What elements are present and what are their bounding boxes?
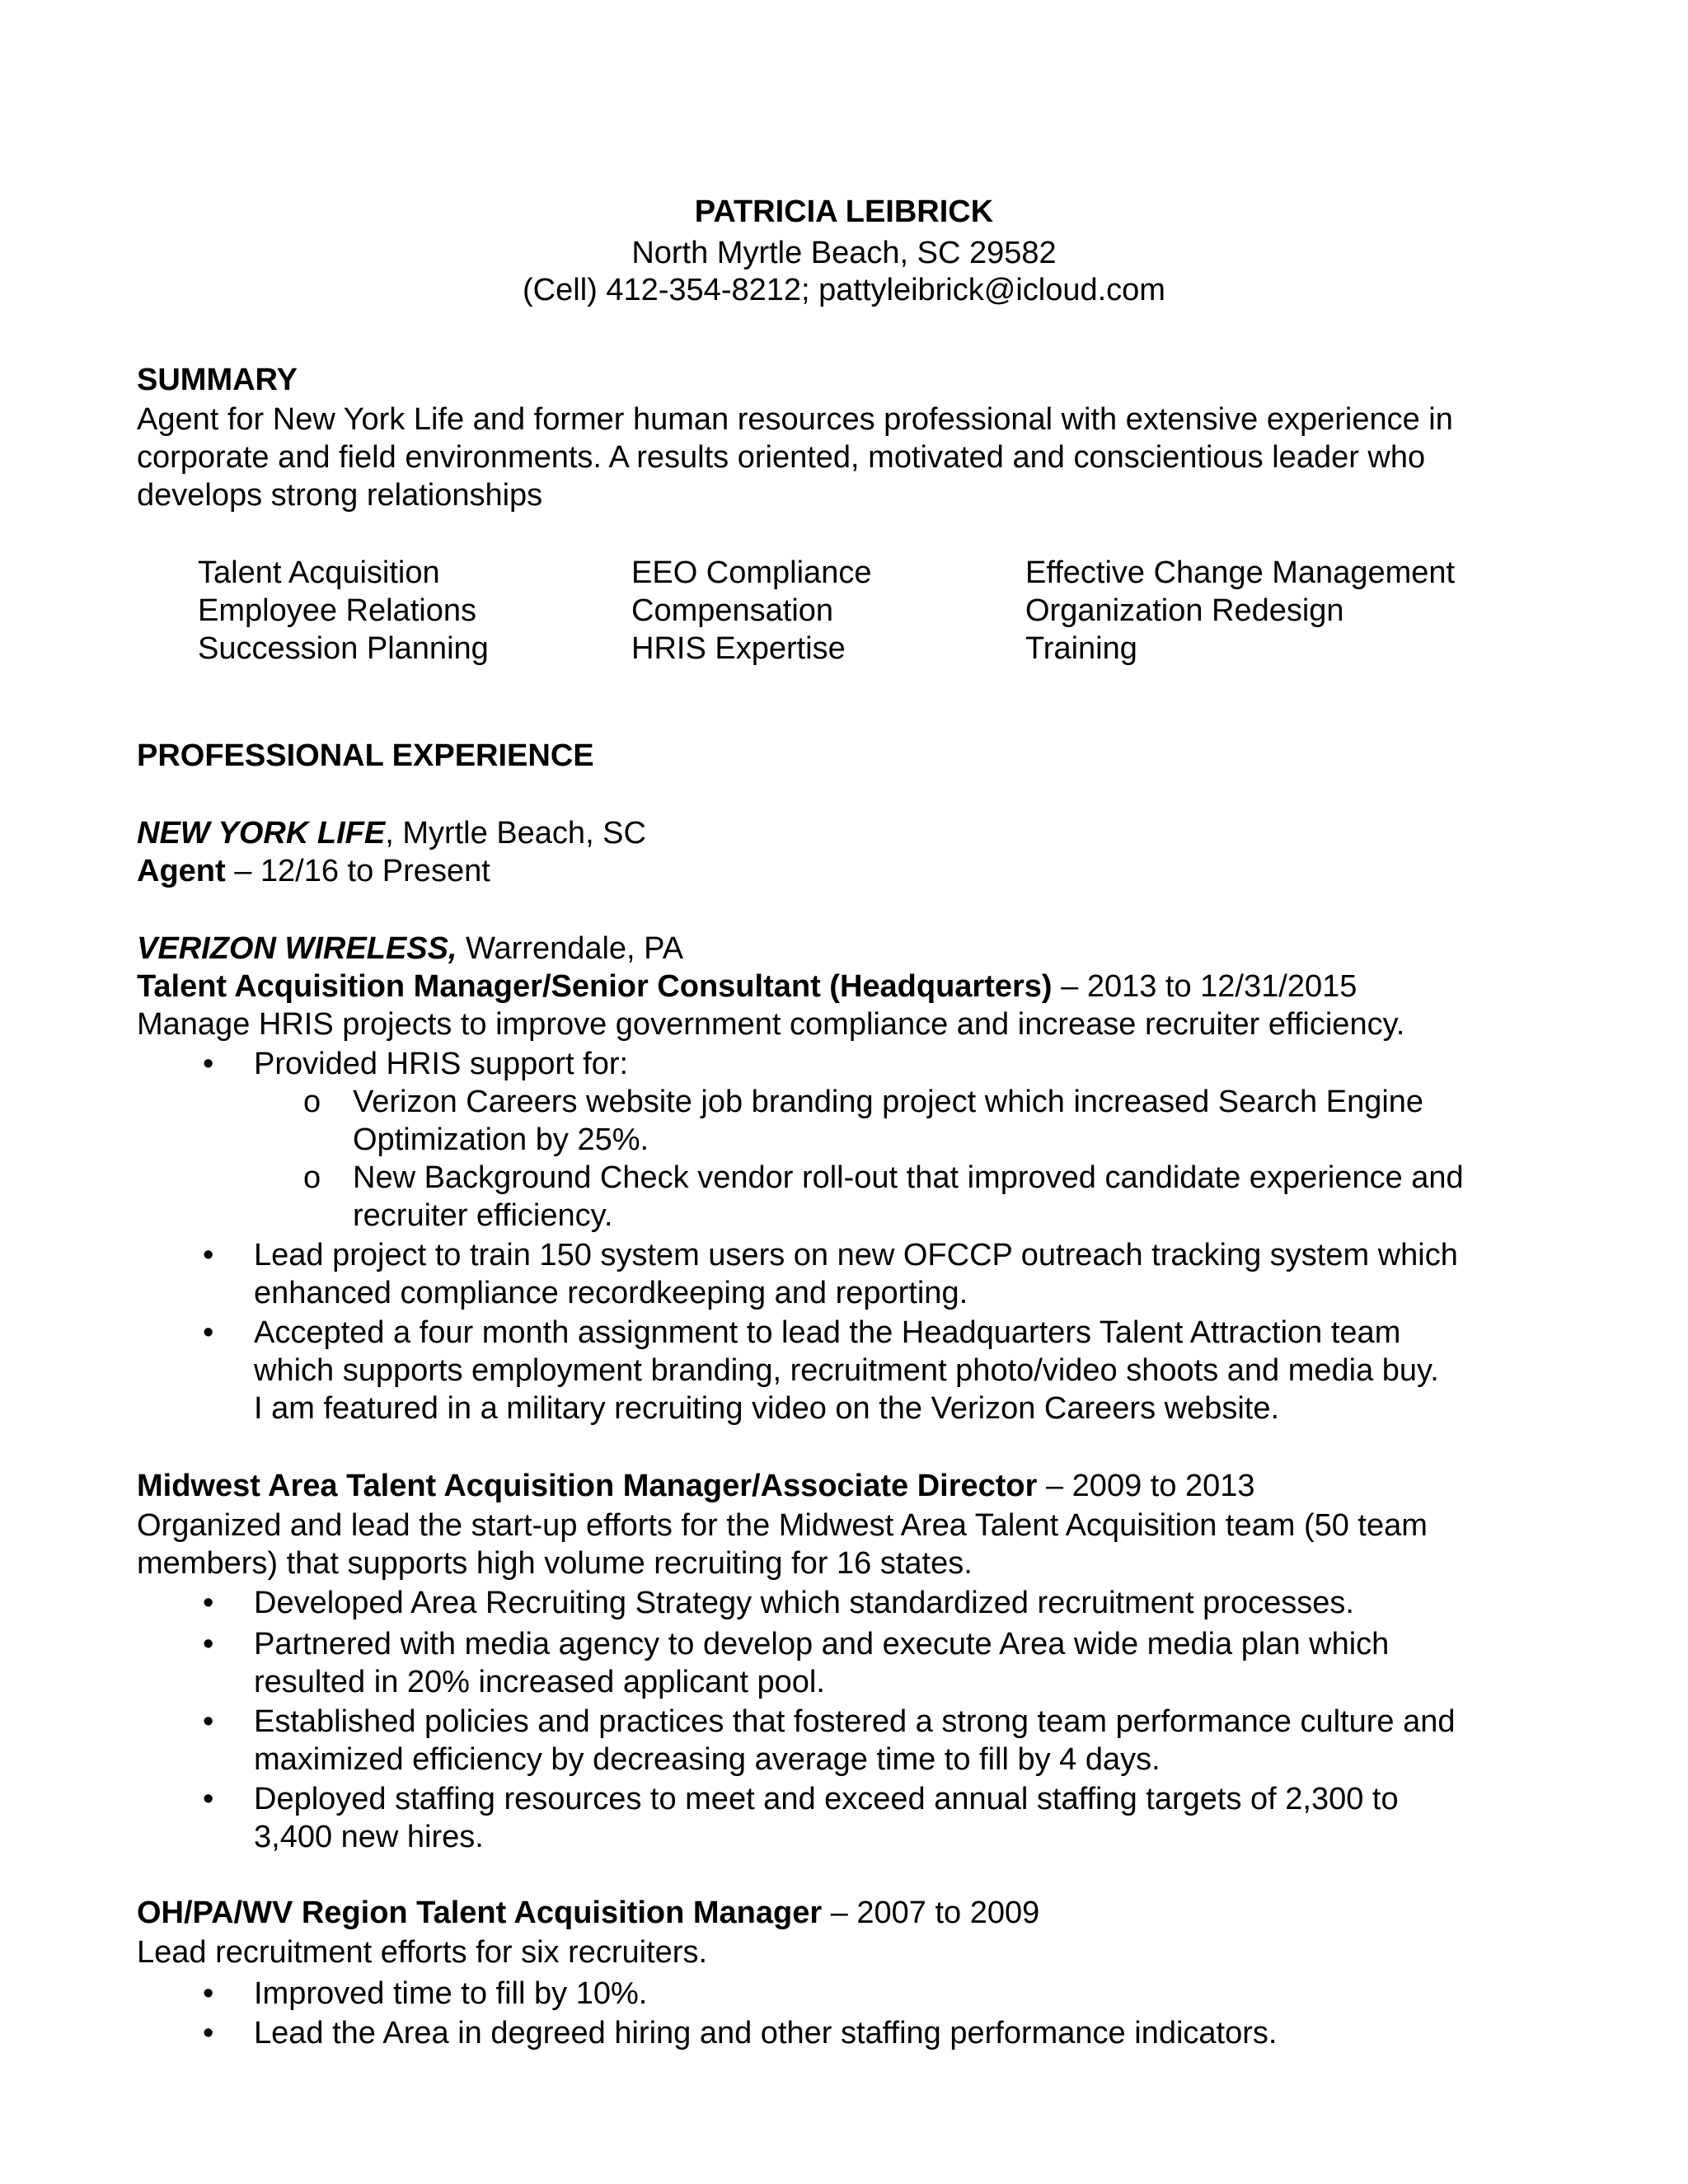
sub-bullet-text: recruiter efficiency.	[353, 1198, 613, 1233]
bullet-text: Lead project to train 150 system users on new OFCCP outreach tracking system which	[254, 1238, 1458, 1272]
bullet-glyph: •	[203, 1315, 214, 1350]
role-dates: – 2007 to 2009	[822, 1896, 1040, 1930]
bullet-text: Developed Area Recruiting Strategy which standardized recruitment processes.	[254, 1586, 1354, 1620]
skill-item: Training	[1025, 631, 1137, 666]
candidate-name: PATRICIA LEIBRICK	[694, 194, 994, 229]
contact-info: (Cell) 412-354-8212; pattyleibrick@icloud.com	[523, 273, 1165, 307]
role-dates: – 2013 to 12/31/2015	[1052, 969, 1357, 1004]
employer-location: Warrendale, PA	[457, 931, 684, 966]
bullet-glyph: •	[203, 1976, 214, 2011]
address: North Myrtle Beach, SC 29582	[631, 236, 1057, 270]
bullet-glyph: •	[203, 1782, 214, 1816]
bullet-glyph: •	[203, 1586, 214, 1620]
sub-bullet-text: New Background Check vendor roll-out that improved candidate experience and	[353, 1160, 1464, 1195]
role-line	[137, 1467, 1255, 1505]
role-dates: – 12/16 to Present	[225, 854, 490, 888]
skill-item: Organization Redesign	[1025, 593, 1344, 628]
bullet-glyph: •	[203, 1047, 214, 1081]
role-description: Lead recruitment efforts for six recruiters.	[137, 1935, 707, 1970]
sub-bullet-glyph: o	[303, 1160, 321, 1195]
role-description: Organized and lead the start-up efforts for the Midwest Area Talent Acquisition team (50 team	[137, 1508, 1428, 1543]
skill-item: Succession Planning	[198, 631, 489, 666]
skill-item: HRIS Expertise	[631, 631, 846, 666]
role-line	[137, 968, 1357, 1005]
bullet-text: Partnered with media agency to develop and execute Area wide media plan which	[254, 1627, 1390, 1661]
role-description: Manage HRIS projects to improve government compliance and increase recruiter efficiency.	[137, 1007, 1405, 1042]
bullet-text: 3,400 new hires.	[254, 1820, 484, 1854]
skill-item: Talent Acquisition	[198, 555, 440, 590]
bullet-text: Improved time to fill by 10%.	[254, 1976, 648, 2011]
bullet-text: Accepted a four month assignment to lead the Headquarters Talent Attraction team	[254, 1315, 1401, 1350]
sub-bullet-text: Verizon Careers website job branding project which increased Search Engine	[353, 1085, 1424, 1119]
role-title: Talent Acquisition Manager/Senior Consultant (Headquarters)	[137, 969, 1053, 1004]
role-title: Agent	[137, 854, 226, 888]
summary-line: Agent for New York Life and former human resources professional with extensive experience in	[137, 402, 1453, 437]
bullet-text: Lead the Area in degreed hiring and other staffing performance indicators.	[254, 2016, 1278, 2050]
bullet-text: resulted in 20% increased applicant pool.	[254, 1665, 825, 1699]
skill-item: Compensation	[631, 593, 834, 628]
skill-item: EEO Compliance	[631, 555, 872, 590]
role-dates: – 2009 to 2013	[1037, 1469, 1255, 1503]
skill-item: Effective Change Management	[1025, 555, 1456, 590]
sub-bullet-text: Optimization by 25%.	[353, 1122, 649, 1157]
bullet-text: maximized efficiency by decreasing average time to fill by 4 days.	[254, 1742, 1160, 1777]
bullet-text: Provided HRIS support for:	[254, 1047, 629, 1081]
role-description: members) that supports high volume recruiting for 16 states.	[137, 1546, 973, 1581]
employer-line	[137, 930, 683, 968]
summary-line: develops strong relationships	[137, 478, 543, 513]
bullet-glyph: •	[203, 2016, 214, 2050]
summary-heading: SUMMARY	[137, 363, 298, 397]
experience-heading: PROFESSIONAL EXPERIENCE	[137, 738, 594, 773]
employer-name: NEW YORK LIFE	[137, 816, 386, 851]
summary-line: corporate and field environments. A results oriented, motivated and conscientious leader who	[137, 440, 1426, 475]
bullet-text: Established policies and practices that fostered a strong team performance culture and	[254, 1704, 1456, 1739]
employer-name: VERIZON WIRELESS,	[137, 931, 457, 966]
bullet-glyph: •	[203, 1704, 214, 1739]
bullet-text: which supports employment branding, recruitment photo/video shoots and media buy.	[254, 1353, 1439, 1388]
skill-item: Employee Relations	[198, 593, 476, 628]
bullet-text: enhanced compliance recordkeeping and reporting.	[254, 1276, 968, 1310]
bullet-text: Deployed staffing resources to meet and exceed annual staffing targets of 2,300 to	[254, 1782, 1399, 1816]
role-title: OH/PA/WV Region Talent Acquisition Manager	[137, 1896, 823, 1930]
sub-bullet-glyph: o	[303, 1085, 321, 1119]
bullet-text: I am featured in a military recruiting video on the Verizon Careers website.	[254, 1391, 1280, 1426]
bullet-glyph: •	[203, 1627, 214, 1661]
employer-location: , Myrtle Beach, SC	[385, 816, 646, 851]
role-line	[137, 1894, 1039, 1932]
employer-line	[137, 814, 646, 852]
role-line	[137, 852, 490, 890]
bullet-glyph: •	[203, 1238, 214, 1272]
role-title: Midwest Area Talent Acquisition Manager/Associate Director	[137, 1469, 1038, 1503]
